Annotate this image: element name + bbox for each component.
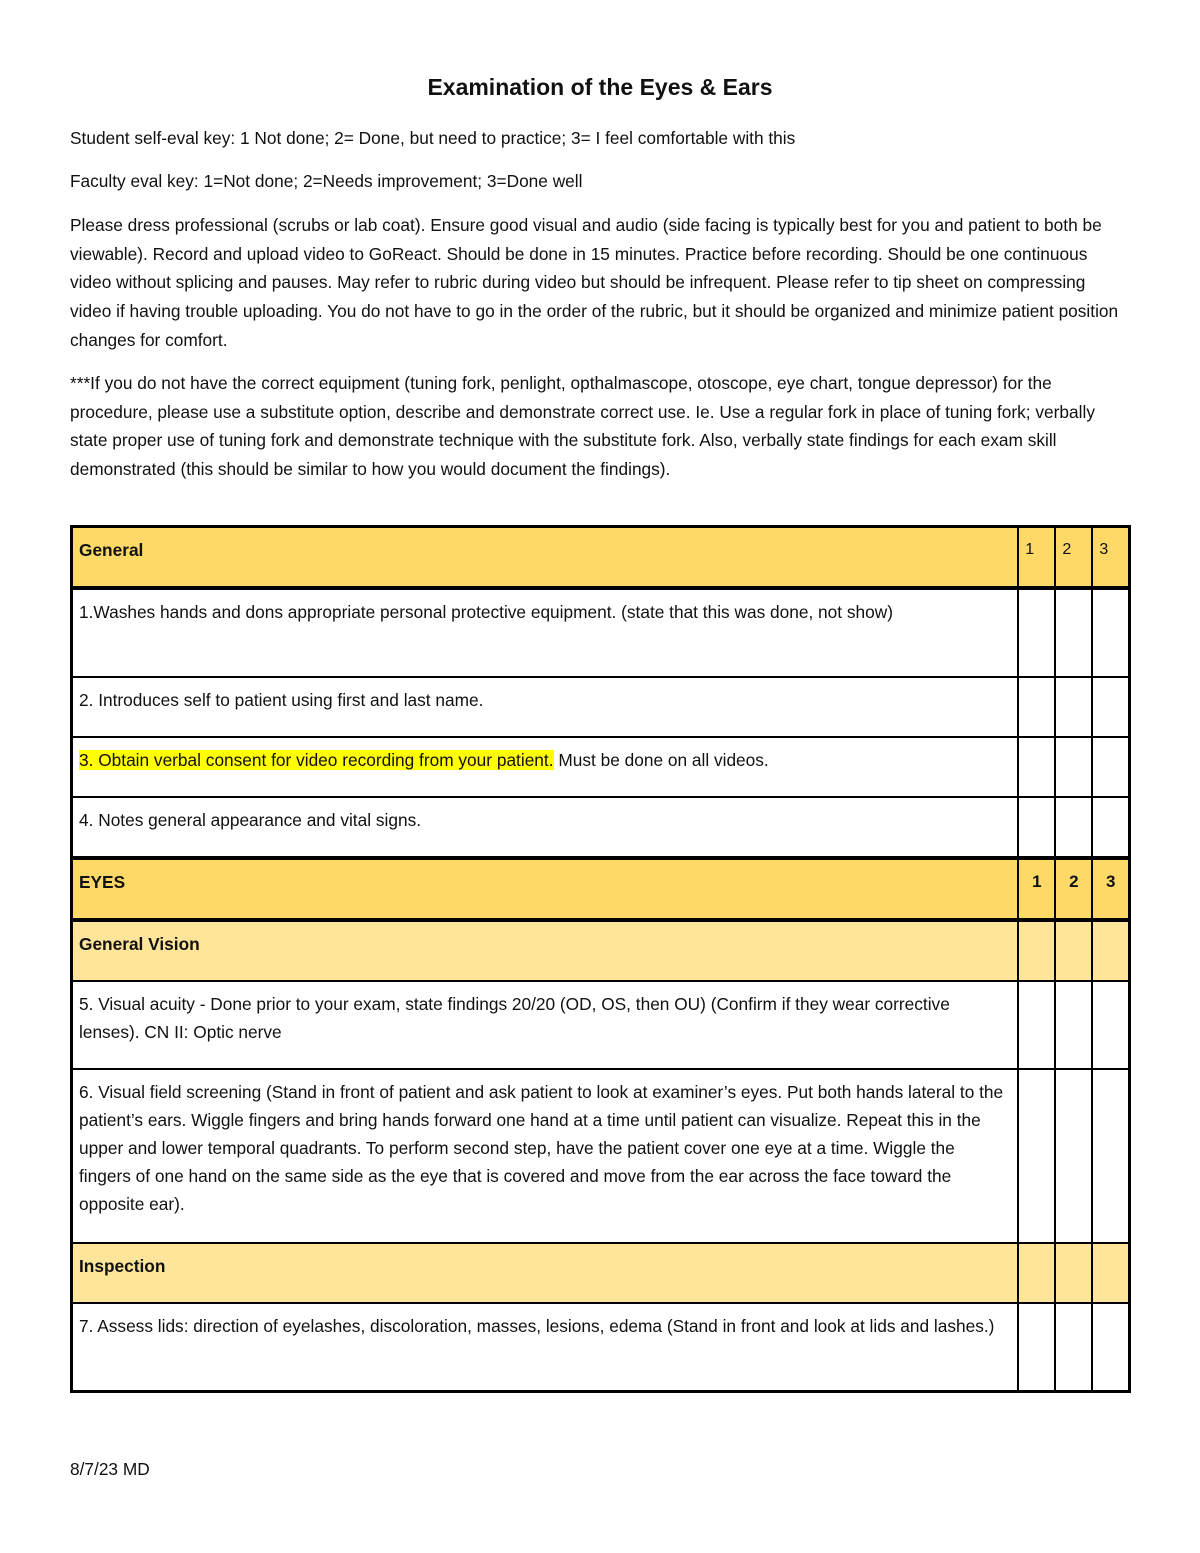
subsection-row-inspection [72,1243,1130,1303]
section-header-eyes: EYES [72,858,1019,920]
table-row [72,677,1130,737]
rubric-table [70,525,1131,1393]
score-cell-1[interactable] [1018,737,1055,797]
score-cell-3[interactable] [1092,677,1129,737]
score-cell-1[interactable] [1018,1303,1055,1392]
score-cell-1 [1018,1243,1055,1303]
equipment-note: ***If you do not have the correct equipment (tuning fork, penlight, opthalmascope, otoscope, eye chart, tongue depressor) for the procedure, please use a substitute option, describe and demonstrate correct use. Ie. Use a regular fork in place of tuning fork; verbally state proper use of tuning fork and demonstrate technique with the substitute fork. Also, verbally state findings for each exam skill demonstrated (this should be similar to how you would document the findings). [70,373,1095,480]
rubric-item-2: 2. Introduces self to patient using first and last name. [72,677,1019,737]
score-cell-1[interactable] [1018,588,1055,677]
score-cell-2[interactable] [1055,677,1092,737]
score-cell-2[interactable] [1055,737,1092,797]
score-header-2: 2 [1055,858,1092,920]
footer-date: 8/7/23 MD [70,1459,150,1479]
score-cell-1[interactable] [1018,677,1055,737]
rubric-item-4: 4. Notes general appearance and vital signs. [72,797,1019,858]
score-cell-3[interactable] [1092,981,1129,1069]
section-header-general: General [72,527,1019,589]
score-cell-3[interactable] [1092,737,1129,797]
score-cell-3 [1092,1243,1129,1303]
score-header-3: 3 [1092,858,1129,920]
score-header-1: 1 [1018,858,1055,920]
rubric-item-3-rest: Must be done on all videos. [553,750,769,770]
score-cell-3[interactable] [1092,1303,1129,1392]
score-header-3: 3 [1092,527,1129,589]
score-cell-1[interactable] [1018,1069,1055,1243]
section-row-general [72,527,1130,589]
score-header-1: 1 [1018,527,1055,589]
highlighted-text: 3. Obtain verbal consent for video recording from your patient. [79,750,554,770]
score-cell-3[interactable] [1092,588,1129,677]
score-header-2: 2 [1055,527,1092,589]
score-cell-2 [1055,1243,1092,1303]
document-title: Examination of the Eyes & Ears [427,74,773,100]
table-row [72,1069,1130,1243]
score-cell-3[interactable] [1092,1069,1129,1243]
score-cell-1[interactable] [1018,797,1055,858]
table-row [72,588,1130,677]
rubric-item-3 [72,737,1019,797]
score-cell-2[interactable] [1055,1303,1092,1392]
rubric-item-1: 1.Washes hands and dons appropriate personal protective equipment. (state that this was done, not show) [72,588,1019,677]
section-row-eyes [72,858,1130,920]
score-cell-3 [1092,920,1129,981]
subsection-header-general-vision: General Vision [72,920,1019,981]
score-cell-1[interactable] [1018,981,1055,1069]
score-cell-1 [1018,920,1055,981]
student-eval-key: Student self-eval key: 1 Not done; 2= Done, but need to practice; 3= I feel comfortable with this [70,128,796,148]
table-row [72,1303,1130,1392]
instructions-paragraph: Please dress professional (scrubs or lab coat). Ensure good visual and audio (side facing is typically best for you and patient to both be viewable). Record and upload video to GoReact. Should be done in 15 minutes. Practice before recording. Should be one continuous video without splicing and pauses. May refer to rubric during video but should be infrequent. Please refer to tip sheet on compressing video if having trouble uploading. You do not have to go in the order of the rubric, but it should be organized and minimize patient position changes for comfort. [70,215,1119,350]
faculty-eval-key: Faculty eval key: 1=Not done; 2=Needs improvement; 3=Done well [70,171,583,191]
rubric-item-6: 6. Visual field screening (Stand in front of patient and ask patient to look at examiner’s eyes. Put both hands lateral to the patient’s ears. Wiggle fingers and bring hands forward one hand at a time until patient can visualize. Repeat this in the upper and lower temporal quadrants. To perform second step, have the patient cover one eye at a time. Wiggle the fingers of one hand on the same side as the eye that is covered and move from the ear across the face toward the opposite ear). [72,1069,1019,1243]
table-row [72,981,1130,1069]
score-cell-2[interactable] [1055,1069,1092,1243]
score-cell-2[interactable] [1055,797,1092,858]
score-cell-3[interactable] [1092,797,1129,858]
rubric-item-5: 5. Visual acuity - Done prior to your exam, state findings 20/20 (OD, OS, then OU) (Confirm if they wear corrective lenses). CN II: Optic nerve [72,981,1019,1069]
table-row [72,797,1130,858]
table-row [72,737,1130,797]
score-cell-2 [1055,920,1092,981]
rubric-item-7: 7. Assess lids: direction of eyelashes, discoloration, masses, lesions, edema (Stand in front and look at lids and lashes.) [72,1303,1019,1392]
score-cell-2[interactable] [1055,981,1092,1069]
subsection-header-inspection: Inspection [72,1243,1019,1303]
subsection-row-general-vision [72,920,1130,981]
score-cell-2[interactable] [1055,588,1092,677]
